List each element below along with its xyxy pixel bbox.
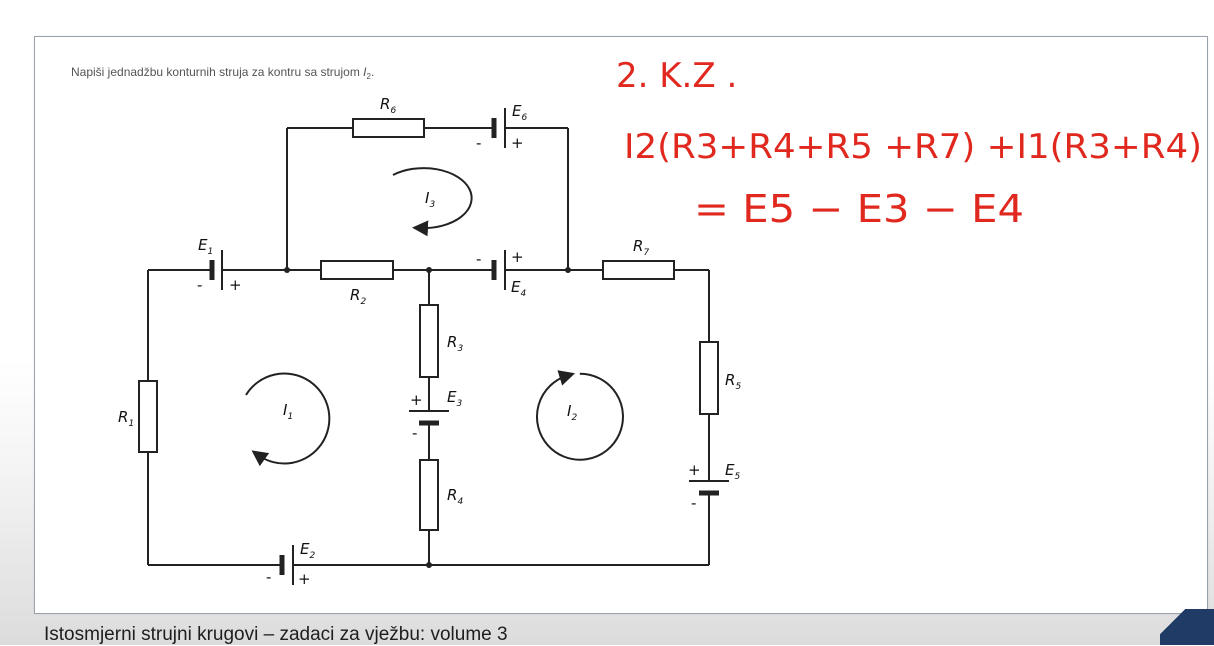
label-e6: $E_6$ [512, 102, 528, 123]
label-e5: $E_5$ [725, 461, 741, 482]
slide-footer-title: Istosmjerni strujni krugovi – zadaci za vježbu: volume 3 [44, 624, 508, 645]
annotation-line-1: 2. K.Z . [616, 56, 738, 96]
sign-e5-plus: + [688, 461, 701, 479]
instruction-suffix: . [370, 65, 375, 79]
sign-e3-plus: + [410, 391, 423, 409]
sign-e4-minus: - [476, 250, 482, 268]
label-e2: $E_2$ [300, 540, 316, 561]
label-r5: $R_5$ [725, 371, 742, 392]
label-r7: $R_7$ [633, 237, 650, 258]
label-i1: $I_1$ [283, 401, 294, 422]
sign-e2-minus: - [266, 568, 272, 586]
instruction-text: Napiši jednadžbu konturnih struja za kontru sa strujom [71, 65, 364, 79]
label-i3: $I_3$ [425, 189, 436, 210]
corner-decoration [1160, 609, 1214, 645]
instruction-current-symbol: I [363, 65, 367, 79]
label-r1: $R_1$ [118, 408, 135, 429]
label-e4: $E_4$ [511, 278, 527, 299]
annotation-line-2: I2(R3+R4+R5 +R7) +I1(R3+R4) [624, 127, 1202, 167]
label-e1: $E_1$ [198, 236, 214, 257]
sign-e6-minus: - [476, 134, 482, 152]
label-r3: $R_3$ [447, 333, 464, 354]
sign-e1-plus: + [229, 276, 242, 294]
label-r4: $R_4$ [447, 486, 464, 507]
sign-e4-plus: + [511, 248, 524, 266]
sign-e2-plus: + [298, 570, 311, 588]
sign-e3-minus: - [412, 424, 418, 442]
label-e3: $E_3$ [447, 388, 463, 409]
label-i2: $I_2$ [567, 402, 578, 423]
label-r2: $R_2$ [350, 286, 367, 307]
sign-e6-plus: + [511, 134, 524, 152]
annotation-line-3: = E5 − E3 − E4 [694, 187, 1024, 231]
sign-e5-minus: - [691, 494, 697, 512]
sign-e1-minus: - [197, 276, 203, 294]
label-r6: $R_6$ [380, 95, 397, 116]
instruction-current-subscript: 2 [366, 72, 371, 81]
